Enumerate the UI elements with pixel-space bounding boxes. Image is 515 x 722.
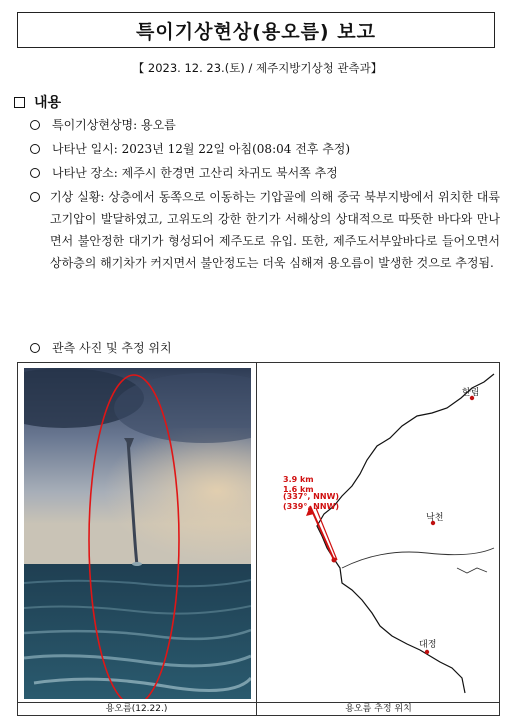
bullet-situation [30, 188, 52, 202]
distance-line-1: 3.9 km [283, 475, 314, 484]
circle-bullet-icon [30, 343, 40, 353]
bullet-phenomenon-text: 특이기상현상명: 용오름 [52, 118, 176, 132]
situation-label: 기상 실황: [50, 190, 105, 204]
bullet-phenomenon [30, 116, 176, 134]
circle-bullet-icon [30, 144, 40, 154]
map-caption: 용오름 추정 위치 [345, 704, 412, 714]
map-label-nakcheon: 낙천 [426, 513, 444, 523]
report-subtitle: 【 2023. 12. 23.(토) / 제주지방기상청 관측과】 [132, 61, 383, 75]
section-heading [14, 92, 61, 112]
bullet-photo [30, 339, 172, 357]
bullet-datetime [30, 140, 350, 158]
circle-bullet-icon [30, 192, 40, 202]
circle-bullet-icon [30, 120, 40, 130]
square-bullet-icon [14, 97, 25, 108]
map-label-daejeong: 대정 [419, 640, 437, 650]
report-title: 특이기상현상(용오름) 보고 [136, 20, 376, 43]
bearing-line-1: (337°, NNW) [283, 492, 340, 501]
distance-line-2: 1.6 km [283, 485, 314, 494]
section-label: 내용 [34, 95, 62, 111]
bullet-photo-text: 관측 사진 및 추정 위치 [52, 341, 172, 355]
report-title-box [17, 12, 495, 48]
waterspout-photo [24, 368, 251, 699]
bearing-line-2: (339°, NNW) [283, 502, 340, 511]
photo-caption: 용오름(12.22.) [105, 704, 168, 714]
situation-text: 상층에서 동쪽으로 이동하는 기압골에 의해 중국 북부지방에서 위치한 대륙고기압이 발달하였고, 고위도의 강한 한기가 서해상의 상대적으로 따뜻한 바다와 만나면서 불안정한 대기가 형성되어 제주도로 유입. 또한, 제주도서부앞바다로 들어오면서 상하층의 해기차가 커지면서 불안정도는 더욱 심해져 용오름이 발생한 것으로 추정됨. [50, 190, 500, 270]
bullet-place-text: 나타난 장소: 제주시 한경면 고산리 차귀도 북서쪽 추정 [52, 166, 338, 180]
bullet-place [30, 164, 338, 182]
situation-paragraph [50, 186, 500, 274]
bearing-label [283, 492, 339, 512]
bullet-datetime-text: 나타난 일시: 2023년 12월 22일 아침(08:04 전후 추정) [52, 142, 351, 156]
figure-divider [256, 362, 257, 716]
circle-bullet-icon [30, 168, 40, 178]
map-label-hallim: 한림 [462, 388, 480, 398]
location-map [262, 368, 495, 699]
